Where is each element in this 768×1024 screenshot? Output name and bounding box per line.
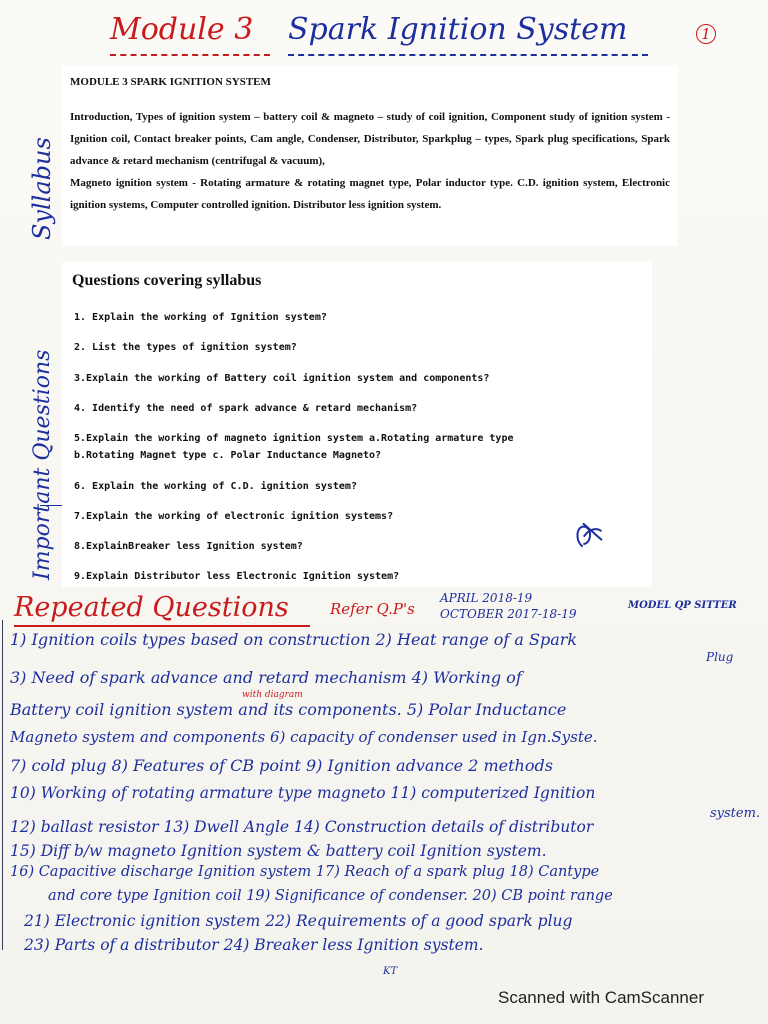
question-item: 7.Explain the working of electronic ignition systems? (74, 511, 394, 522)
repeated-line: and core type Ignition coil 19) Significance of condenser. 20) CB point range (48, 888, 613, 904)
refer-note: Refer Q.P's (330, 600, 415, 618)
question-item: 9.Explain Distributor less Electronic Ignition system? (74, 571, 400, 582)
questions-heading: Questions covering syllabus (72, 272, 262, 289)
with-diagram-note: with diagram (242, 690, 303, 700)
repeated-title-underline (14, 625, 310, 627)
question-item: 8.ExplainBreaker less Ignition system? (74, 541, 303, 552)
repeated-line: Plug (706, 650, 734, 664)
repeated-line: 16) Capacitive discharge Ignition system 17) Reach of a spark plug 18) Cantype (10, 864, 600, 880)
page-number: 1 (696, 24, 716, 44)
repeated-line: system. (710, 806, 761, 821)
repeated-line: 1) Ignition coils types based on construction 2) Heat range of a Spark (10, 630, 578, 649)
side-label-important-questions: Important Questions (30, 349, 55, 580)
repeated-questions-title: Repeated Questions (14, 592, 289, 623)
question-item: 2. List the types of ignition system? (74, 342, 297, 353)
initials-mark: KT (383, 966, 398, 977)
repeated-line: 12) ballast resistor 13) Dwell Angle 14) Construction details of distributor (10, 818, 594, 836)
title-underline-red (110, 54, 270, 56)
repeated-line: Magneto system and components 6) capacity of condenser used in Ign.Syste. (10, 728, 598, 746)
repeated-line: Battery coil ignition system and its components. 5) Polar Inductance (10, 700, 567, 719)
date-october: OCTOBER 2017-18-19 (440, 607, 577, 621)
model-qp-note: MODEL QP SITTER (628, 600, 737, 611)
question-item: 1. Explain the working of Ignition system? (74, 312, 327, 323)
repeated-line: 10) Working of rotating armature type magneto 11) computerized Ignition (10, 784, 596, 802)
syllabus-heading: MODULE 3 SPARK IGNITION SYSTEM (70, 76, 271, 88)
question-item: 4. Identify the need of spark advance & retard mechanism? (74, 403, 418, 414)
questions-printout (62, 262, 652, 587)
exam-dates (440, 590, 576, 622)
date-april: APRIL 2018-19 (440, 591, 533, 605)
syllabus-body (70, 106, 670, 216)
repeated-line: 7) cold plug 8) Features of CB point 9) Ignition advance 2 methods (10, 756, 553, 775)
repeated-line: 23) Parts of a distributor 24) Breaker less Ignition system. (24, 936, 484, 954)
syllabus-printout (62, 66, 677, 246)
syllabus-paragraph: Introduction, Types of ignition system – battery coil & magneto – study of coil ignition, Component study of ignition system - Ignition coil, Contact breaker points, Cam angle, Condenser, Distributor, Sparkplug – types, Spark plug specifications, Spark advance & retard mechanism (centrifugal & vacuum), (70, 111, 670, 167)
title-underline-blue (288, 54, 648, 56)
camscanner-watermark: Scanned with CamScanner (498, 988, 705, 1007)
repeated-line: 21) Electronic ignition system 22) Requirements of a good spark plug (24, 912, 573, 930)
repeated-line: 15) Diff b/w magneto Ignition system & battery coil Ignition system. (10, 842, 547, 860)
question-item: 6. Explain the working of C.D. ignition system? (74, 481, 357, 492)
question-item: 5.Explain the working of magneto ignition system a.Rotating armature type (74, 433, 514, 444)
question-item: 3.Explain the working of Battery coil ignition system and components? (74, 373, 490, 384)
page-title (110, 10, 710, 60)
side-label-syllabus: Syllabus (28, 137, 56, 240)
repeated-line: 3) Need of spark advance and retard mechanism 4) Working of (10, 668, 522, 687)
question-item: b.Rotating Magnet type c. Polar Inductance Magneto? (74, 450, 382, 461)
title-topic: Spark Ignition System (288, 12, 628, 47)
syllabus-paragraph: Magneto ignition system - Rotating armature & rotating magnet type, Polar inductor type. C.D. ignition system, Electronic ignition systems, Computer controlled ignition. Distributor less ignition system. (70, 177, 670, 211)
title-module: Module 3 (110, 12, 254, 47)
